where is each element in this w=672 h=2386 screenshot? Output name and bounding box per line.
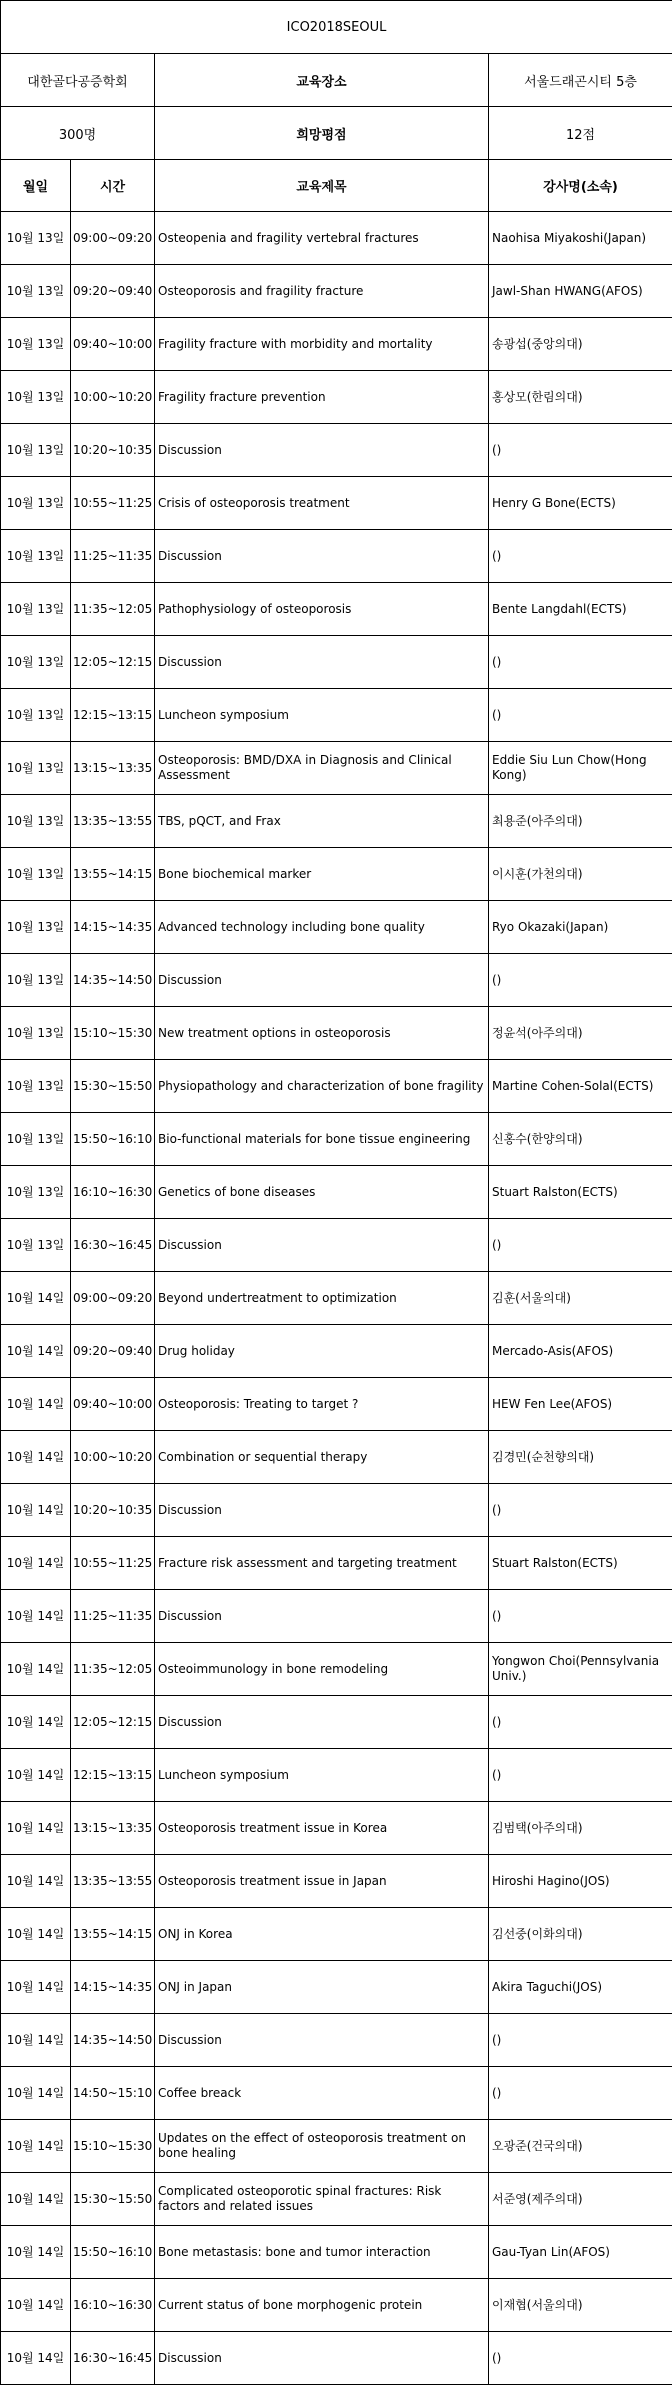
row-time: 11:35~12:05	[71, 1643, 155, 1696]
row-time: 12:05~12:15	[71, 1696, 155, 1749]
table-row	[1, 901, 672, 954]
table-row	[1, 1590, 672, 1643]
table-row	[1, 1060, 672, 1113]
row-date: 10월 13일	[1, 318, 71, 371]
table-row	[1, 1431, 672, 1484]
row-time: 10:20~10:35	[71, 424, 155, 477]
row-title: Drug holiday	[155, 1325, 489, 1378]
row-speaker: ()	[489, 1749, 672, 1802]
table-row	[1, 1219, 672, 1272]
row-time: 16:30~16:45	[71, 2332, 155, 2385]
row-date: 10월 14일	[1, 2120, 71, 2173]
row-date: 10월 13일	[1, 424, 71, 477]
row-speaker: ()	[489, 1219, 672, 1272]
row-date: 10월 14일	[1, 2173, 71, 2226]
row-time: 11:25~11:35	[71, 530, 155, 583]
row-speaker: ()	[489, 424, 672, 477]
row-date: 10월 13일	[1, 795, 71, 848]
venue-value: 서울드래곤시티 5층	[489, 54, 672, 107]
row-title: Beyond undertreatment to optimization	[155, 1272, 489, 1325]
row-time: 09:40~10:00	[71, 1378, 155, 1431]
row-title: Advanced technology including bone quality	[155, 901, 489, 954]
row-time: 12:15~13:15	[71, 689, 155, 742]
row-time: 13:15~13:35	[71, 1802, 155, 1855]
row-date: 10월 13일	[1, 954, 71, 1007]
row-title: Bone metastasis: bone and tumor interaction	[155, 2226, 489, 2279]
row-title: Fragility fracture prevention	[155, 371, 489, 424]
row-speaker: 김선중(이화의대)	[489, 1908, 672, 1961]
row-speaker: 이시훈(가천의대)	[489, 848, 672, 901]
score-value: 12점	[489, 107, 672, 160]
row-date: 10월 14일	[1, 1537, 71, 1590]
table-row	[1, 2173, 672, 2226]
row-speaker: 김범택(아주의대)	[489, 1802, 672, 1855]
table-row	[1, 1378, 672, 1431]
row-date: 10월 14일	[1, 1590, 71, 1643]
row-time: 12:15~13:15	[71, 1749, 155, 1802]
table-row	[1, 2332, 672, 2385]
header-speaker: 강사명(소속)	[489, 160, 672, 212]
row-title: Discussion	[155, 1696, 489, 1749]
row-date: 10월 14일	[1, 1643, 71, 1696]
row-speaker: 송광섭(중앙의대)	[489, 318, 672, 371]
row-time: 13:55~14:15	[71, 848, 155, 901]
row-title: Updates on the effect of osteoporosis treatment on bone healing	[155, 2120, 489, 2173]
row-time: 14:50~15:10	[71, 2067, 155, 2120]
row-date: 10월 13일	[1, 1007, 71, 1060]
row-title: Physiopathology and characterization of bone fragility	[155, 1060, 489, 1113]
row-title: Fragility fracture with morbidity and mortality	[155, 318, 489, 371]
table-row	[1, 636, 672, 689]
row-time: 16:30~16:45	[71, 1219, 155, 1272]
row-time: 14:35~14:50	[71, 2014, 155, 2067]
row-title: ONJ in Korea	[155, 1908, 489, 1961]
row-date: 10월 13일	[1, 530, 71, 583]
row-time: 12:05~12:15	[71, 636, 155, 689]
row-time: 09:20~09:40	[71, 1325, 155, 1378]
info-row-venue	[1, 54, 672, 107]
row-time: 09:00~09:20	[71, 1272, 155, 1325]
row-speaker: Gau-Tyan Lin(AFOS)	[489, 2226, 672, 2279]
row-title: Osteoimmunology in bone remodeling	[155, 1643, 489, 1696]
row-time: 09:40~10:00	[71, 318, 155, 371]
row-time: 13:35~13:55	[71, 795, 155, 848]
row-time: 14:35~14:50	[71, 954, 155, 1007]
table-row	[1, 477, 672, 530]
table-row	[1, 742, 672, 795]
row-date: 10월 14일	[1, 1855, 71, 1908]
row-speaker: 이재협(서울의대)	[489, 2279, 672, 2332]
row-speaker: HEW Fen Lee(AFOS)	[489, 1378, 672, 1431]
row-title: Discussion	[155, 424, 489, 477]
row-date: 10월 14일	[1, 1961, 71, 2014]
row-time: 16:10~16:30	[71, 1166, 155, 1219]
row-title: Osteoporosis: BMD/DXA in Diagnosis and Clinical Assessment	[155, 742, 489, 795]
table-row	[1, 212, 672, 265]
table-row	[1, 1325, 672, 1378]
row-date: 10월 13일	[1, 1113, 71, 1166]
row-date: 10월 14일	[1, 2067, 71, 2120]
info-row-score	[1, 107, 672, 160]
row-date: 10월 13일	[1, 848, 71, 901]
row-time: 14:15~14:35	[71, 901, 155, 954]
table-row	[1, 1166, 672, 1219]
table-row	[1, 2226, 672, 2279]
table-row	[1, 689, 672, 742]
row-title: Coffee breack	[155, 2067, 489, 2120]
row-date: 10월 13일	[1, 212, 71, 265]
table-row	[1, 954, 672, 1007]
row-time: 10:20~10:35	[71, 1484, 155, 1537]
row-date: 10월 14일	[1, 1325, 71, 1378]
row-speaker: Stuart Ralston(ECTS)	[489, 1166, 672, 1219]
row-speaker: ()	[489, 1696, 672, 1749]
row-time: 15:30~15:50	[71, 1060, 155, 1113]
row-date: 10월 13일	[1, 1060, 71, 1113]
table-row	[1, 1696, 672, 1749]
row-speaker: ()	[489, 530, 672, 583]
row-date: 10월 14일	[1, 1378, 71, 1431]
table-row	[1, 318, 672, 371]
table-row	[1, 2067, 672, 2120]
row-date: 10월 13일	[1, 1166, 71, 1219]
row-title: New treatment options in osteoporosis	[155, 1007, 489, 1060]
row-time: 11:25~11:35	[71, 1590, 155, 1643]
row-time: 16:10~16:30	[71, 2279, 155, 2332]
row-title: Osteoporosis treatment issue in Japan	[155, 1855, 489, 1908]
table-row	[1, 2014, 672, 2067]
row-title: Complicated osteoporotic spinal fractures: Risk factors and related issues	[155, 2173, 489, 2226]
table-row	[1, 1272, 672, 1325]
row-date: 10월 14일	[1, 1272, 71, 1325]
row-time: 10:55~11:25	[71, 1537, 155, 1590]
row-time: 10:55~11:25	[71, 477, 155, 530]
organizer: 대한골다공증학회	[1, 54, 155, 107]
row-title: Discussion	[155, 1484, 489, 1537]
table-row	[1, 1643, 672, 1696]
row-title: Osteoporosis: Treating to target ?	[155, 1378, 489, 1431]
row-title: Discussion	[155, 636, 489, 689]
row-speaker: Jawl-Shan HWANG(AFOS)	[489, 265, 672, 318]
row-time: 15:10~15:30	[71, 2120, 155, 2173]
row-date: 10월 14일	[1, 1431, 71, 1484]
row-title: Discussion	[155, 954, 489, 1007]
row-title: Osteopenia and fragility vertebral fractures	[155, 212, 489, 265]
row-date: 10월 13일	[1, 583, 71, 636]
row-date: 10월 13일	[1, 265, 71, 318]
row-title: Luncheon symposium	[155, 689, 489, 742]
row-time: 10:00~10:20	[71, 1431, 155, 1484]
row-speaker: Stuart Ralston(ECTS)	[489, 1537, 672, 1590]
row-title: Bio-functional materials for bone tissue engineering	[155, 1113, 489, 1166]
table-row	[1, 1484, 672, 1537]
row-speaker: ()	[489, 689, 672, 742]
row-time: 13:15~13:35	[71, 742, 155, 795]
row-speaker: 김경민(순천향의대)	[489, 1431, 672, 1484]
row-speaker: Eddie Siu Lun Chow(Hong Kong)	[489, 742, 672, 795]
table-row	[1, 424, 672, 477]
row-speaker: 정윤석(아주의대)	[489, 1007, 672, 1060]
row-date: 10월 13일	[1, 1219, 71, 1272]
row-title: Genetics of bone diseases	[155, 1166, 489, 1219]
table-row	[1, 2120, 672, 2173]
event-title: ICO2018SEOUL	[1, 1, 672, 54]
row-title: Discussion	[155, 2332, 489, 2385]
row-speaker: ()	[489, 2014, 672, 2067]
row-title: Bone biochemical marker	[155, 848, 489, 901]
header-time: 시간	[71, 160, 155, 212]
row-date: 10월 14일	[1, 2014, 71, 2067]
row-title: ONJ in Japan	[155, 1961, 489, 2014]
row-speaker: Akira Taguchi(JOS)	[489, 1961, 672, 2014]
row-date: 10월 14일	[1, 2332, 71, 2385]
row-speaker: Martine Cohen-Solal(ECTS)	[489, 1060, 672, 1113]
row-speaker: ()	[489, 1484, 672, 1537]
row-time: 09:20~09:40	[71, 265, 155, 318]
row-time: 11:35~12:05	[71, 583, 155, 636]
table-row	[1, 371, 672, 424]
row-time: 09:00~09:20	[71, 212, 155, 265]
row-speaker: 최용준(아주의대)	[489, 795, 672, 848]
row-title: Crisis of osteoporosis treatment	[155, 477, 489, 530]
row-time: 15:30~15:50	[71, 2173, 155, 2226]
row-title: Pathophysiology of osteoporosis	[155, 583, 489, 636]
row-title: Fracture risk assessment and targeting treatment	[155, 1537, 489, 1590]
row-title: TBS, pQCT, and Frax	[155, 795, 489, 848]
row-speaker: ()	[489, 2067, 672, 2120]
row-speaker: 홍상모(한림의대)	[489, 371, 672, 424]
table-row	[1, 583, 672, 636]
table-row	[1, 1537, 672, 1590]
row-speaker: Henry G Bone(ECTS)	[489, 477, 672, 530]
row-speaker: 김훈(서울의대)	[489, 1272, 672, 1325]
row-date: 10월 14일	[1, 1484, 71, 1537]
table-row	[1, 1007, 672, 1060]
table-row	[1, 2279, 672, 2332]
row-speaker: Mercado-Asis(AFOS)	[489, 1325, 672, 1378]
header-title: 교육제목	[155, 160, 489, 212]
row-date: 10월 13일	[1, 901, 71, 954]
row-title: Discussion	[155, 2014, 489, 2067]
row-speaker: 오광준(건국의대)	[489, 2120, 672, 2173]
header-date: 월일	[1, 160, 71, 212]
row-time: 15:50~16:10	[71, 1113, 155, 1166]
row-date: 10월 13일	[1, 371, 71, 424]
row-time: 13:55~14:15	[71, 1908, 155, 1961]
row-speaker: Naohisa Miyakoshi(Japan)	[489, 212, 672, 265]
row-speaker: ()	[489, 1590, 672, 1643]
table-row	[1, 795, 672, 848]
score-label: 희망평점	[155, 107, 489, 160]
row-date: 10월 13일	[1, 477, 71, 530]
row-date: 10월 14일	[1, 1749, 71, 1802]
row-speaker: Bente Langdahl(ECTS)	[489, 583, 672, 636]
row-speaker: Hiroshi Hagino(JOS)	[489, 1855, 672, 1908]
capacity: 300명	[1, 107, 155, 160]
row-date: 10월 14일	[1, 1696, 71, 1749]
row-date: 10월 14일	[1, 1908, 71, 1961]
table-row	[1, 1908, 672, 1961]
row-speaker: 서준영(제주의대)	[489, 2173, 672, 2226]
row-time: 13:35~13:55	[71, 1855, 155, 1908]
row-date: 10월 14일	[1, 2226, 71, 2279]
table-row	[1, 265, 672, 318]
row-date: 10월 14일	[1, 2279, 71, 2332]
header-row	[1, 160, 672, 212]
row-title: Current status of bone morphogenic protein	[155, 2279, 489, 2332]
row-title: Discussion	[155, 530, 489, 583]
row-date: 10월 13일	[1, 742, 71, 795]
row-speaker: 신홍수(한양의대)	[489, 1113, 672, 1166]
table-row	[1, 1961, 672, 2014]
row-title: Osteoporosis and fragility fracture	[155, 265, 489, 318]
table-row	[1, 1749, 672, 1802]
row-time: 15:10~15:30	[71, 1007, 155, 1060]
row-title: Luncheon symposium	[155, 1749, 489, 1802]
title-row	[1, 1, 672, 54]
row-speaker: Yongwon Choi(Pennsylvania Univ.)	[489, 1643, 672, 1696]
table-row	[1, 1855, 672, 1908]
row-time: 14:15~14:35	[71, 1961, 155, 2014]
row-title: Discussion	[155, 1590, 489, 1643]
row-date: 10월 13일	[1, 689, 71, 742]
venue-label: 교육장소	[155, 54, 489, 107]
row-date: 10월 14일	[1, 1802, 71, 1855]
schedule-rows	[1, 212, 672, 2385]
table-row	[1, 530, 672, 583]
row-speaker: ()	[489, 636, 672, 689]
row-speaker: Ryo Okazaki(Japan)	[489, 901, 672, 954]
row-time: 10:00~10:20	[71, 371, 155, 424]
row-speaker: ()	[489, 954, 672, 1007]
row-time: 15:50~16:10	[71, 2226, 155, 2279]
row-title: Discussion	[155, 1219, 489, 1272]
row-title: Combination or sequential therapy	[155, 1431, 489, 1484]
table-row	[1, 1113, 672, 1166]
table-row	[1, 1802, 672, 1855]
row-speaker: ()	[489, 2332, 672, 2385]
row-date: 10월 13일	[1, 636, 71, 689]
table-row	[1, 848, 672, 901]
row-title: Osteoporosis treatment issue in Korea	[155, 1802, 489, 1855]
